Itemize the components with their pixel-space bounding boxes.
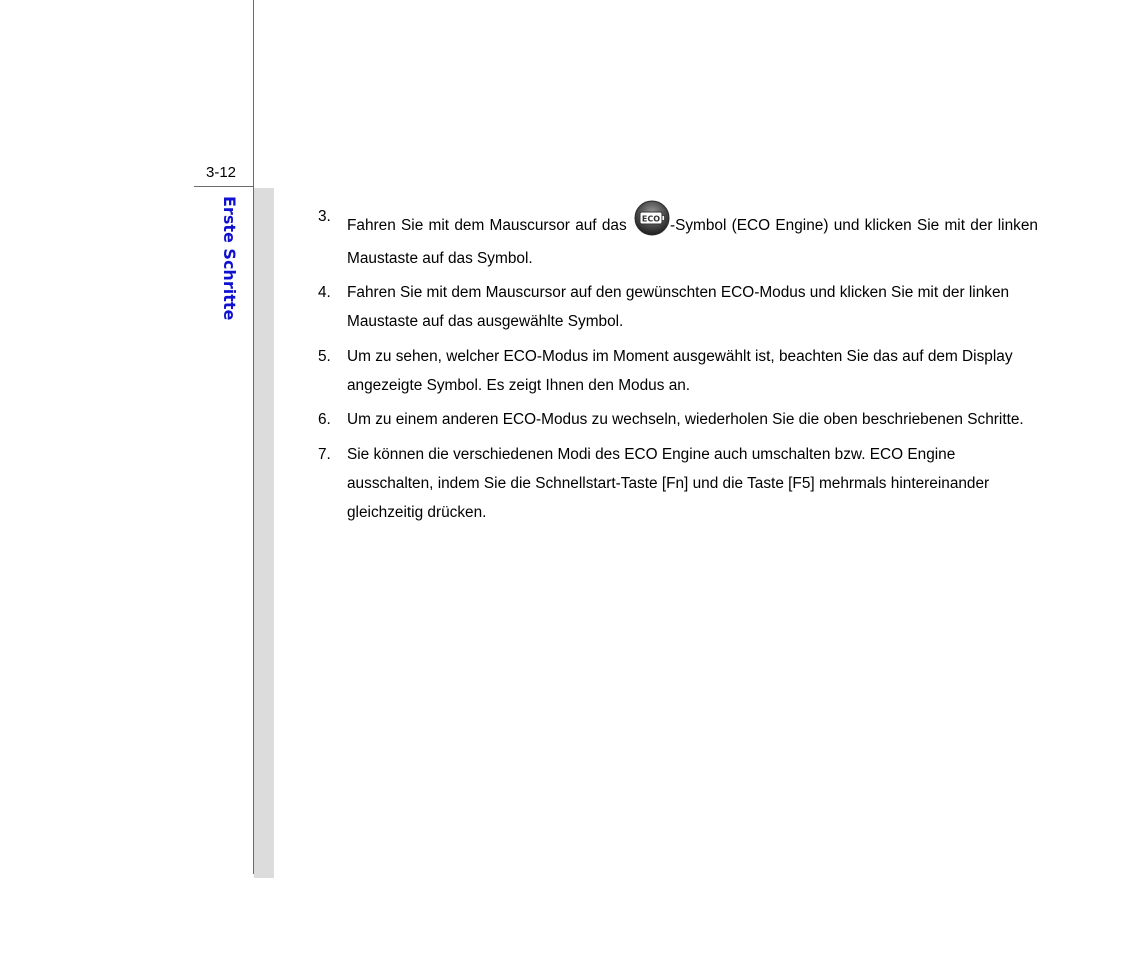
step-number: 4. [318,284,331,301]
list-item [318,440,1038,527]
page-number-rule [194,186,254,187]
list-item [318,278,1038,336]
eco-engine-icon [634,200,670,236]
step-text: Um zu einem anderen ECO-Modus zu wechseln, wiederholen Sie die oben beschriebenen Schritte. [347,411,1024,428]
step-text: Fahren Sie mit dem Mauscursor auf das ECO -Symbol (ECO Engine) und klicken Sie mit der linken Maustaste auf das Symbol. [347,200,1038,275]
list-item [318,342,1038,400]
step-text: Fahren Sie mit dem Mauscursor auf den gewünschten ECO-Modus und klicken Sie mit der linken Maustaste auf das ausgewählte Symbol. [347,284,1010,330]
page-number: 3-12 [206,164,237,181]
step-text: Sie können die verschiedenen Modi des ECO Engine auch umschalten bzw. ECO Engine ausschalten, indem Sie die Schnellstart-Taste [Fn] und die Taste [F5] mehrmals hintereinander gleichzeitig drücken. [347,445,990,521]
svg-text:ECO: ECO [641,214,661,224]
step-number: 6. [318,411,331,428]
step-number: 7. [318,445,331,463]
step-text: Um zu sehen, welcher ECO-Modus im Moment ausgewählt ist, beachten Sie das auf dem Display angezeigte Symbol. Es zeigt Ihnen den Modus an. [347,347,1013,394]
margin-gray-band [254,188,274,878]
steps-list [318,200,1038,532]
list-item [318,200,1038,275]
step-number: 3. [318,208,331,225]
chapter-title: Erste Schritte [220,196,239,321]
step-number: 5. [318,347,331,365]
list-item [318,405,1038,434]
